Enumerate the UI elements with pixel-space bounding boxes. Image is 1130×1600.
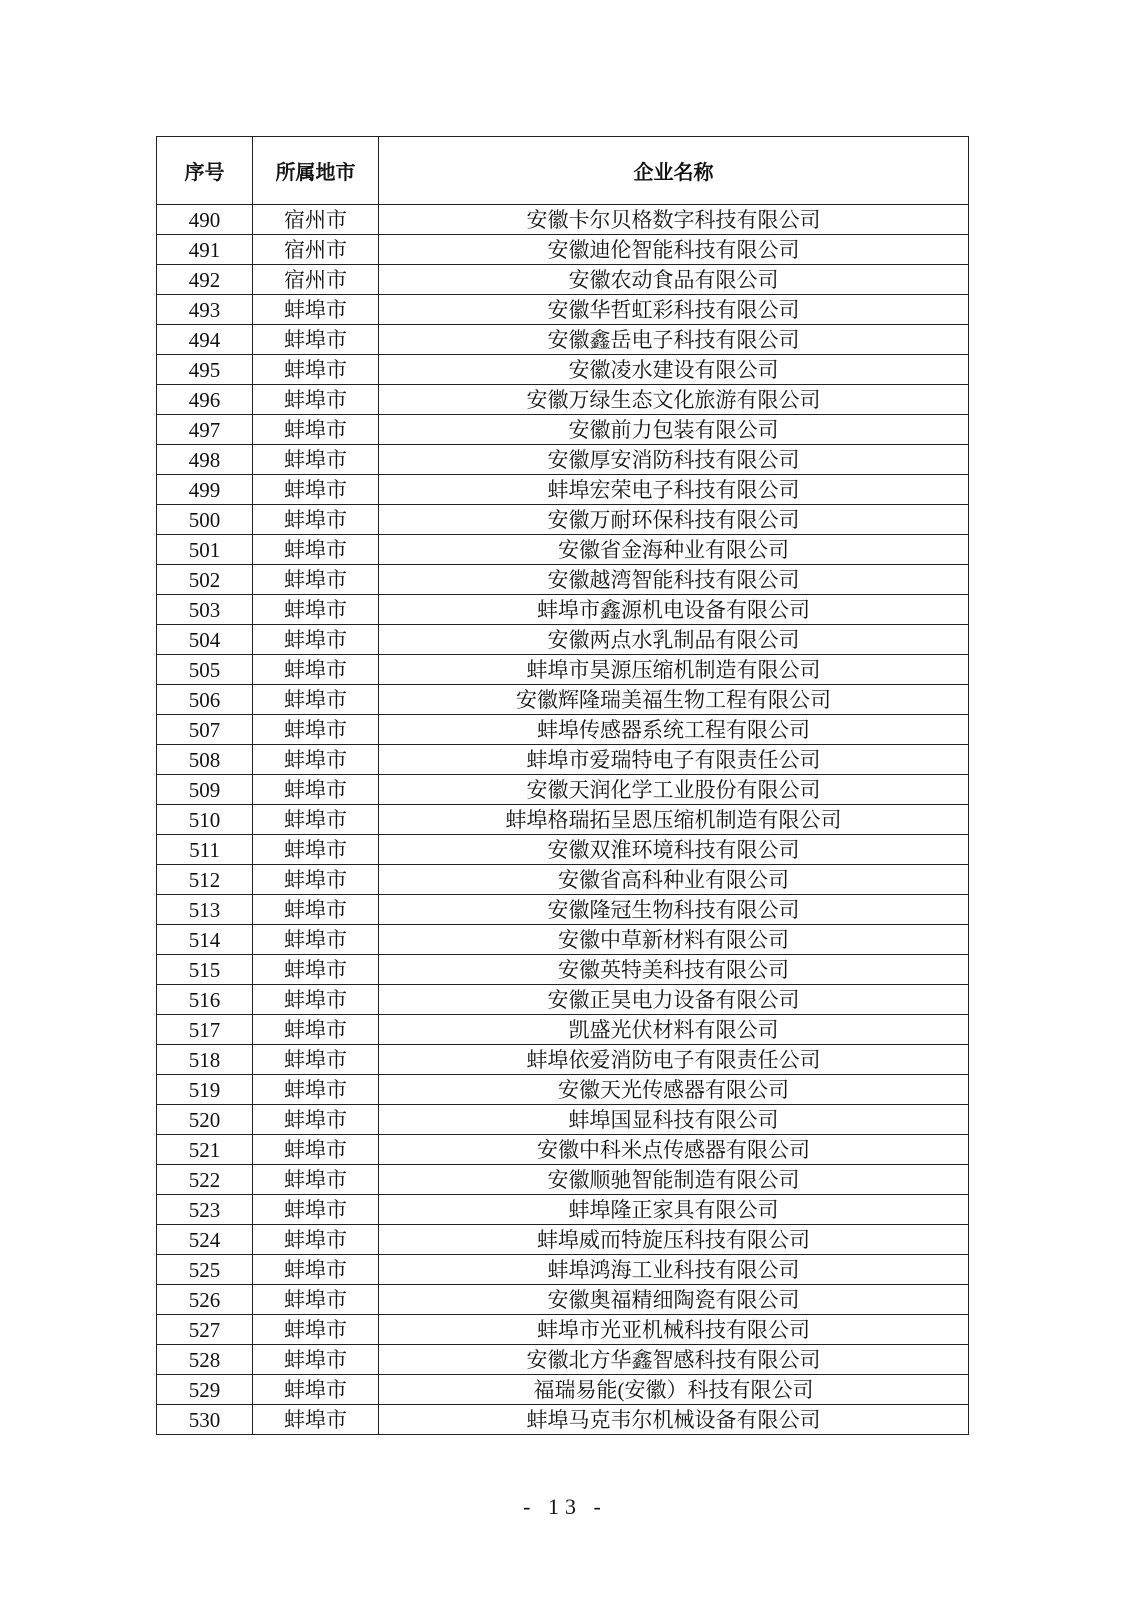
- cell-city: 蚌埠市: [253, 565, 379, 595]
- cell-city: 蚌埠市: [253, 715, 379, 745]
- cell-index: 520: [157, 1105, 253, 1135]
- cell-company: 安徽迪伦智能科技有限公司: [379, 235, 969, 265]
- cell-company: 安徽鑫岳电子科技有限公司: [379, 325, 969, 355]
- table-row: [157, 895, 969, 925]
- cell-company: 安徽正昊电力设备有限公司: [379, 985, 969, 1015]
- cell-company: 安徽双淮环境科技有限公司: [379, 835, 969, 865]
- table-row: [157, 985, 969, 1015]
- table-row: [157, 1345, 969, 1375]
- table-row: [157, 1315, 969, 1345]
- cell-city: 蚌埠市: [253, 1255, 379, 1285]
- cell-city: 蚌埠市: [253, 1225, 379, 1255]
- table-row: [157, 1285, 969, 1315]
- cell-index: 500: [157, 505, 253, 535]
- cell-city: 宿州市: [253, 205, 379, 235]
- table-row: [157, 805, 969, 835]
- table-header-row: [157, 137, 969, 205]
- cell-index: 493: [157, 295, 253, 325]
- cell-company: 蚌埠宏荣电子科技有限公司: [379, 475, 969, 505]
- cell-company: 安徽越湾智能科技有限公司: [379, 565, 969, 595]
- table-row: [157, 1405, 969, 1435]
- cell-index: 498: [157, 445, 253, 475]
- table-row: [157, 505, 969, 535]
- cell-company: 安徽省金海种业有限公司: [379, 535, 969, 565]
- table-row: [157, 535, 969, 565]
- table-row: [157, 595, 969, 625]
- cell-company: 安徽万绿生态文化旅游有限公司: [379, 385, 969, 415]
- cell-city: 蚌埠市: [253, 985, 379, 1015]
- cell-city: 蚌埠市: [253, 745, 379, 775]
- table-row: [157, 415, 969, 445]
- cell-city: 蚌埠市: [253, 1375, 379, 1405]
- cell-index: 497: [157, 415, 253, 445]
- cell-company: 蚌埠国显科技有限公司: [379, 1105, 969, 1135]
- cell-index: 511: [157, 835, 253, 865]
- cell-company: 安徽两点水乳制品有限公司: [379, 625, 969, 655]
- cell-company: 蚌埠鸿海工业科技有限公司: [379, 1255, 969, 1285]
- cell-city: 蚌埠市: [253, 895, 379, 925]
- cell-index: 503: [157, 595, 253, 625]
- cell-company: 安徽卡尔贝格数字科技有限公司: [379, 205, 969, 235]
- cell-index: 505: [157, 655, 253, 685]
- table-body: [157, 205, 969, 1435]
- cell-city: 蚌埠市: [253, 1105, 379, 1135]
- cell-city: 蚌埠市: [253, 355, 379, 385]
- cell-company: 蚌埠威而特旋压科技有限公司: [379, 1225, 969, 1255]
- cell-company: 安徽前力包装有限公司: [379, 415, 969, 445]
- cell-index: 512: [157, 865, 253, 895]
- cell-index: 527: [157, 1315, 253, 1345]
- cell-city: 蚌埠市: [253, 775, 379, 805]
- table-row: [157, 625, 969, 655]
- cell-city: 宿州市: [253, 265, 379, 295]
- cell-index: 508: [157, 745, 253, 775]
- table-row: [157, 1255, 969, 1285]
- cell-city: 蚌埠市: [253, 865, 379, 895]
- table-row: [157, 745, 969, 775]
- cell-city: 蚌埠市: [253, 1195, 379, 1225]
- cell-city: 蚌埠市: [253, 1285, 379, 1315]
- cell-company: 安徽厚安消防科技有限公司: [379, 445, 969, 475]
- cell-company: 安徽天润化学工业股份有限公司: [379, 775, 969, 805]
- table-row: [157, 235, 969, 265]
- cell-index: 522: [157, 1165, 253, 1195]
- cell-index: 494: [157, 325, 253, 355]
- cell-city: 蚌埠市: [253, 655, 379, 685]
- cell-index: 528: [157, 1345, 253, 1375]
- cell-city: 蚌埠市: [253, 295, 379, 325]
- page-number: - 13 -: [523, 1494, 607, 1519]
- table-row: [157, 1165, 969, 1195]
- cell-company: 安徽万耐环保科技有限公司: [379, 505, 969, 535]
- cell-city: 蚌埠市: [253, 445, 379, 475]
- cell-city: 蚌埠市: [253, 955, 379, 985]
- cell-index: 521: [157, 1135, 253, 1165]
- cell-index: 530: [157, 1405, 253, 1435]
- cell-company: 安徽中草新材料有限公司: [379, 925, 969, 955]
- table-row: [157, 325, 969, 355]
- cell-city: 蚌埠市: [253, 325, 379, 355]
- cell-company: 蚌埠传感器系统工程有限公司: [379, 715, 969, 745]
- table-row: [157, 565, 969, 595]
- cell-index: 495: [157, 355, 253, 385]
- table-row: [157, 295, 969, 325]
- cell-index: 501: [157, 535, 253, 565]
- cell-company: 安徽天光传感器有限公司: [379, 1075, 969, 1105]
- cell-city: 蚌埠市: [253, 1075, 379, 1105]
- table-row: [157, 205, 969, 235]
- cell-company: 蚌埠依爱消防电子有限责任公司: [379, 1045, 969, 1075]
- cell-index: 491: [157, 235, 253, 265]
- table-row: [157, 1375, 969, 1405]
- table-row: [157, 865, 969, 895]
- cell-city: 蚌埠市: [253, 505, 379, 535]
- cell-city: 蚌埠市: [253, 835, 379, 865]
- cell-index: 515: [157, 955, 253, 985]
- cell-company: 安徽华哲虹彩科技有限公司: [379, 295, 969, 325]
- cell-company: 蚌埠格瑞拓呈恩压缩机制造有限公司: [379, 805, 969, 835]
- table-row: [157, 925, 969, 955]
- column-header-index: 序号: [157, 137, 253, 205]
- cell-city: 蚌埠市: [253, 385, 379, 415]
- cell-city: 蚌埠市: [253, 415, 379, 445]
- cell-index: 526: [157, 1285, 253, 1315]
- table-row: [157, 1045, 969, 1075]
- cell-index: 504: [157, 625, 253, 655]
- cell-city: 蚌埠市: [253, 1315, 379, 1345]
- cell-company: 安徽农动食品有限公司: [379, 265, 969, 295]
- cell-city: 蚌埠市: [253, 1405, 379, 1435]
- table-row: [157, 1075, 969, 1105]
- table-row: [157, 475, 969, 505]
- cell-index: 509: [157, 775, 253, 805]
- cell-city: 蚌埠市: [253, 1345, 379, 1375]
- cell-index: 510: [157, 805, 253, 835]
- cell-index: 496: [157, 385, 253, 415]
- table-row: [157, 955, 969, 985]
- cell-index: 502: [157, 565, 253, 595]
- cell-city: 蚌埠市: [253, 1015, 379, 1045]
- cell-company: 凯盛光伏材料有限公司: [379, 1015, 969, 1045]
- cell-city: 蚌埠市: [253, 1045, 379, 1075]
- cell-index: 506: [157, 685, 253, 715]
- table-row: [157, 1225, 969, 1255]
- cell-index: 519: [157, 1075, 253, 1105]
- table-row: [157, 835, 969, 865]
- cell-index: 518: [157, 1045, 253, 1075]
- cell-city: 蚌埠市: [253, 625, 379, 655]
- table-row: [157, 1105, 969, 1135]
- table-row: [157, 775, 969, 805]
- cell-company: 蚌埠市爱瑞特电子有限责任公司: [379, 745, 969, 775]
- table-row: [157, 715, 969, 745]
- cell-city: 宿州市: [253, 235, 379, 265]
- cell-index: 525: [157, 1255, 253, 1285]
- table-row: [157, 445, 969, 475]
- column-header-company: 企业名称: [379, 137, 969, 205]
- cell-company: 蚌埠马克韦尔机械设备有限公司: [379, 1405, 969, 1435]
- cell-city: 蚌埠市: [253, 1165, 379, 1195]
- cell-index: 517: [157, 1015, 253, 1045]
- cell-index: 523: [157, 1195, 253, 1225]
- cell-city: 蚌埠市: [253, 805, 379, 835]
- cell-index: 524: [157, 1225, 253, 1255]
- cell-city: 蚌埠市: [253, 685, 379, 715]
- cell-index: 492: [157, 265, 253, 295]
- table-row: [157, 265, 969, 295]
- cell-company: 安徽北方华鑫智感科技有限公司: [379, 1345, 969, 1375]
- column-header-city: 所属地市: [253, 137, 379, 205]
- cell-index: 514: [157, 925, 253, 955]
- cell-index: 516: [157, 985, 253, 1015]
- cell-company: 安徽省高科种业有限公司: [379, 865, 969, 895]
- cell-city: 蚌埠市: [253, 475, 379, 505]
- table-row: [157, 655, 969, 685]
- cell-company: 蚌埠市鑫源机电设备有限公司: [379, 595, 969, 625]
- table-row: [157, 1195, 969, 1225]
- cell-company: 蚌埠市昊源压缩机制造有限公司: [379, 655, 969, 685]
- cell-company: 安徽中科米点传感器有限公司: [379, 1135, 969, 1165]
- cell-company: 蚌埠隆正家具有限公司: [379, 1195, 969, 1225]
- cell-company: 安徽辉隆瑞美福生物工程有限公司: [379, 685, 969, 715]
- cell-index: 499: [157, 475, 253, 505]
- table-row: [157, 1135, 969, 1165]
- cell-company: 安徽隆冠生物科技有限公司: [379, 895, 969, 925]
- cell-index: 529: [157, 1375, 253, 1405]
- cell-index: 513: [157, 895, 253, 925]
- cell-index: 490: [157, 205, 253, 235]
- cell-company: 安徽凌水建设有限公司: [379, 355, 969, 385]
- cell-company: 安徽奥福精细陶瓷有限公司: [379, 1285, 969, 1315]
- cell-city: 蚌埠市: [253, 1135, 379, 1165]
- cell-city: 蚌埠市: [253, 925, 379, 955]
- cell-city: 蚌埠市: [253, 535, 379, 565]
- table-row: [157, 355, 969, 385]
- cell-index: 507: [157, 715, 253, 745]
- cell-city: 蚌埠市: [253, 595, 379, 625]
- cell-company: 蚌埠市光亚机械科技有限公司: [379, 1315, 969, 1345]
- cell-company: 安徽顺驰智能制造有限公司: [379, 1165, 969, 1195]
- table-row: [157, 385, 969, 415]
- enterprise-table: [156, 136, 969, 1435]
- table-row: [157, 685, 969, 715]
- cell-company: 安徽英特美科技有限公司: [379, 955, 969, 985]
- table-row: [157, 1015, 969, 1045]
- cell-company: 福瑞易能(安徽）科技有限公司: [379, 1375, 969, 1405]
